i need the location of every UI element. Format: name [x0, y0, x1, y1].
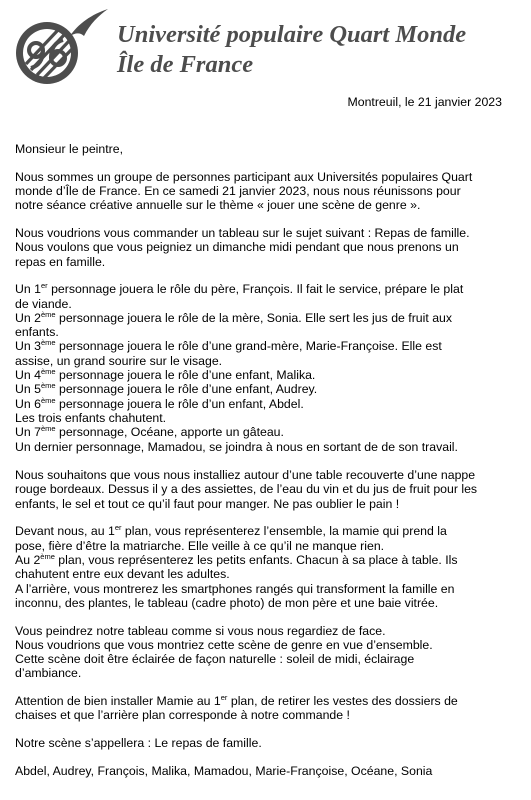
org-name-line1: Université populaire Quart Monde [117, 21, 467, 48]
text-line: assise, un grand sourire sur le visage. [15, 353, 223, 368]
text-line: repas en famille. [15, 254, 106, 269]
text-line: chahutent entre eux devant les adultes. [15, 567, 230, 582]
text-line: Un 7ème personnage, Océane, apporte un gâteau. [15, 424, 284, 440]
text-line: rouge bordeaux. Dessus il y a des assiettes, de l’eau du vin et du jus de fruit pour les [15, 482, 478, 497]
text-line: Cette scène doit être éclairée de façon naturelle : soleil de midi, éclairage [15, 652, 415, 667]
text-line: Nous sommes un groupe de personnes participant aux Universités populaires Quart [15, 169, 473, 184]
org-name [117, 20, 466, 80]
org-name-line2: Île de France [117, 51, 254, 78]
text-line: Un dernier personnage, Mamadou, se joindra à nous en sortant de de son travail. [15, 439, 458, 454]
text-line: Un 3ème personnage jouera le rôle d’une grand-mère, Marie-Françoise. Elle est [15, 338, 442, 354]
salutation: Monsieur le peintre, [15, 142, 123, 156]
text-line: Devant nous, au 1er plan, vous représenterez l’ensemble, la mamie qui prend la [15, 523, 447, 539]
paragraph-composition [15, 524, 510, 610]
text-line: Nous voudrions que vous montriez cette scène de genre en vue d’ensemble. [15, 637, 433, 652]
paragraph-intro [15, 170, 510, 213]
text-line: monde d’Île de France. En ce samedi 21 janvier 2023, nous nous réunissons pour [15, 183, 461, 198]
text-line: Un 6ème personnage jouera le rôle d’un enfant, Abdel. [15, 395, 304, 411]
text-line: enfants, le sel et tout ce qu’il faut pour manger. Ne pas oublier le pain ! [15, 496, 400, 511]
text-line: Un 2ème personnage jouera le rôle de la mère, Sonia. Elle sert les jus de fruit aux [15, 309, 453, 325]
text-line: enfants. [15, 325, 59, 340]
text-line: Un 4ème personnage jouera le rôle d’une enfant, Malika. [15, 367, 316, 383]
text-line: Nous souhaitons que vous nous installiez autour d’une table recouverte d’une nappe [15, 468, 476, 483]
text-line: d’ambiance. [15, 666, 82, 681]
text-line: A l’arrière, vous montrerez les smartphones rangés qui transforment la famille en [15, 581, 455, 596]
text-line: inconnu, des plantes, le tableau (cadre photo) de mon père et une baie vitrée. [15, 595, 439, 610]
paragraph-attention [15, 694, 510, 723]
text-line: Vous peindrez notre tableau comme si vous nous regardiez de face. [15, 623, 386, 638]
text-line: Nous voulons que vous peigniez un dimanche midi pendant que nous prenons un [15, 240, 459, 255]
date-line: Montreuil, le 21 janvier 2023 [347, 95, 502, 109]
text-line: pose, fière d’être la matriarche. Elle veille à ce qu’il ne manque rien. [15, 538, 385, 553]
text-line: Nous voudrions vous commander un tableau sur le sujet suivant : Repas de famille. [15, 225, 470, 240]
text-line: Au 2ème plan, vous représenterez les petits enfants. Chacun à sa place à table. Ils [15, 551, 458, 567]
text-line: Un 5ème personnage jouera le rôle d’une enfant, Audrey. [15, 381, 318, 397]
paragraph-characters [15, 282, 510, 454]
letter-body [15, 142, 510, 792]
text-line: Les trois enfants chahutent. [15, 410, 167, 425]
text-line: de viande. [15, 296, 72, 311]
text-line: Un 1er personnage jouera le rôle du père, François. Il fait le service, prépare le plat [15, 281, 464, 297]
uqm-logo-icon [12, 6, 110, 88]
signatures: Abdel, Audrey, François, Malika, Mamadou, Marie-Françoise, Océane, Sonia [15, 763, 433, 778]
text-line: Attention de bien installer Mamie au 1er plan, de retirer les vestes des dossiers de [15, 693, 458, 709]
logo [12, 6, 110, 88]
text-line: notre séance créative annuelle sur le thème « jouer une scène de genre ». [15, 198, 421, 213]
paragraph-table [15, 468, 510, 511]
paragraph-title: Notre scène s’appellera : Le repas de famille. [15, 736, 262, 751]
text-line: chaises et que l’arrière plan corresponde à notre commande ! [15, 708, 350, 723]
paragraph-subject [15, 226, 510, 269]
paragraph-view [15, 624, 510, 681]
